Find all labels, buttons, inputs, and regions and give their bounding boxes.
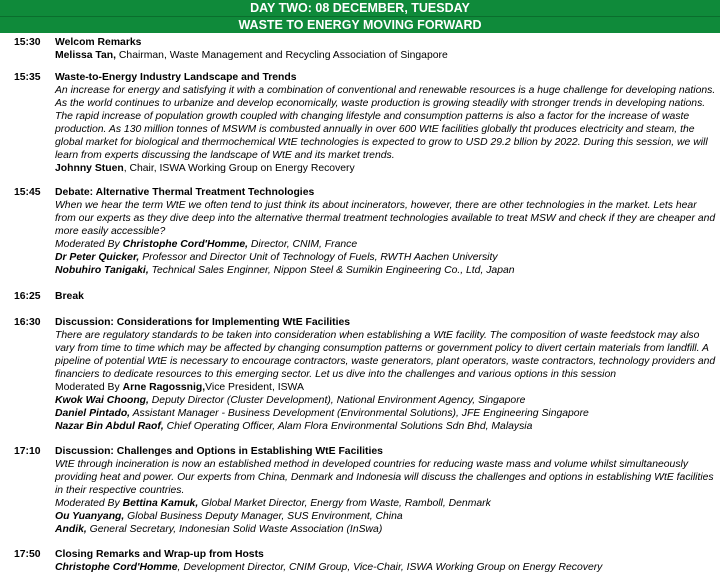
speaker-role: Professor and Director Unit of Technology of Fuels, RWTH Aachen University — [139, 252, 498, 263]
session-time: 15:30 — [14, 37, 41, 48]
speaker — [55, 420, 716, 433]
session-description: WtE through incineration is now an established method in developed countries for reducing waste mass and volume whilst simultaneously providing heat and power. Our experts from China, Denmark and Indonesia will discuss the challenges and options in establishing WtE facilities in their respective countries. — [55, 459, 714, 496]
speaker-name: Nobuhiro Tanigaki, — [55, 265, 149, 276]
session-time: 15:35 — [14, 72, 41, 83]
session-title: Waste-to-Energy Industry Landscape and Trends — [55, 72, 297, 83]
speaker-role: , Chair, ISWA Working Group on Energy Recovery — [123, 163, 355, 174]
session-time: 17:50 — [14, 549, 41, 560]
speaker-name: Christophe Cord'Homme — [55, 562, 178, 573]
speaker-role: Technical Sales Enginner, Nippon Steel & Sumikin Engineering Co., Ltd, Japan — [148, 265, 515, 276]
agenda-item — [14, 186, 716, 277]
speaker — [55, 162, 716, 175]
session-title: Discussion: Challenges and Options in Establishing WtE Facilities — [55, 446, 383, 457]
agenda-header — [0, 0, 720, 33]
speaker — [55, 49, 716, 62]
speaker-role: Global Market Director, Energy from Waste, Ramboll, Denmark — [198, 498, 491, 509]
session-description: There are regulatory standards to be taken into consideration when establishing a WtE facility. The composition of waste feedstock may also vary from time to time which may be affected by changing consumption patterns or government policy to divert certain materials from landfill. A pipeline of potential WtE is necessary to encourage contractors, waste generators, plant operators, waste contractors, technology providers and financiers to dedicate resources to this emerging sector. Let us dive into the challenges and various options in this session — [55, 330, 716, 380]
session-title: Welcom Remarks — [55, 37, 142, 48]
speaker — [55, 264, 716, 277]
session-content — [55, 290, 716, 303]
agenda-item — [14, 71, 716, 175]
moderator — [55, 238, 716, 251]
session-title: Debate: Alternative Thermal Treatment Technologies — [55, 187, 315, 198]
agenda-item — [14, 290, 716, 303]
session-description: When we hear the term WtE we often tend to just think its about incinerators, however, there are other technologies in the market. Lets hear from our experts as they dive deep into the alternative thermal treatment technologies available to treat MSW and check if they are cheaper and more easily accessible? — [55, 200, 716, 237]
speaker — [55, 407, 716, 420]
speaker-name: Arne Ragossnig, — [122, 382, 206, 393]
speaker-role: Director, CNIM, France — [248, 239, 358, 250]
speaker-role: Chief Operating Officer, Alam Flora Environmental Solutions Sdn Bhd, Malaysia — [163, 421, 533, 432]
session-content — [55, 548, 716, 574]
moderator-prefix: Moderated By — [55, 239, 123, 250]
session-title: Discussion: Considerations for Implementing WtE Facilities — [55, 317, 351, 328]
speaker — [55, 561, 716, 574]
session-content — [55, 316, 716, 433]
session-content — [55, 186, 716, 277]
speaker-role: Global Business Deputy Manager, SUS Environment, China — [124, 511, 403, 522]
speaker — [55, 251, 716, 264]
speaker-name: Melissa Tan, — [55, 50, 117, 61]
session-title: Closing Remarks and Wrap-up from Hosts — [55, 549, 264, 560]
moderator — [55, 497, 716, 510]
speaker-name: Johnny Stuen — [55, 163, 124, 174]
speaker — [55, 510, 716, 523]
speaker-role: Chairman, Waste Management and Recycling Association of Singapore — [116, 50, 448, 61]
session-time: 17:10 — [14, 446, 41, 457]
speaker-role: , Development Director, CNIM Group, Vice-Chair, ISWA Working Group on Energy Recovery — [177, 562, 603, 573]
day-title: DAY TWO: 08 DECEMBER, TUESDAY — [250, 1, 470, 15]
agenda-item — [14, 445, 716, 536]
session-content — [55, 71, 716, 175]
speaker-name: Daniel Pintado, — [55, 408, 131, 419]
speaker — [55, 523, 716, 536]
session-description: An increase for energy and satisfying it with a combination of conventional and renewable resources is a huge challenge for developing nations. As the world continues to urbanize and develop economically, waste production is growing steadily with stronger trends in developing nations. The rapid increase of population growth coupled with changing lifestyle and consumption patterns is also a factor for the increase of waste production. As 130 million tonnes of MSWM is combusted annually in over 600 WtE facilities globally tht produces electricity and steam, the global market for biological and thermochemical WtE technologies is expected to grow to USD 29.2 bllion by 2022. During this session, we will learn from experts discussing the landscape of WtE and its market trends. — [55, 85, 716, 161]
session-time: 15:45 — [14, 187, 41, 198]
agenda-item — [14, 316, 716, 433]
session-title: Break — [55, 291, 84, 302]
moderator-prefix: Moderated By — [55, 382, 123, 393]
speaker-name: Andik, — [55, 524, 87, 535]
speaker-name: Ou Yuanyang, — [55, 511, 125, 522]
speaker-name: Kwok Wai Choong, — [55, 395, 149, 406]
session-time: 16:25 — [14, 291, 41, 302]
speaker-role: Assistant Manager - Business Development (Environmental Solutions), JFE Engineering Singapore — [130, 408, 589, 419]
speaker-name: Christophe Cord'Homme, — [122, 239, 249, 250]
speaker — [55, 394, 716, 407]
moderator — [55, 381, 716, 394]
agenda-item — [14, 36, 716, 62]
speaker-name: Nazar Bin Abdul Raof, — [55, 421, 164, 432]
speaker-name: Dr Peter Quicker, — [55, 252, 140, 263]
agenda-item — [14, 548, 716, 574]
moderator-prefix: Moderated By — [55, 498, 123, 509]
session-time: 16:30 — [14, 317, 41, 328]
speaker-role: General Secretary, Indonesian Solid Waste Association (InSwa) — [86, 524, 383, 535]
session-content — [55, 445, 716, 536]
theme-title: WASTE TO ENERGY MOVING FORWARD — [0, 16, 720, 33]
speaker-role: Vice President, ISWA — [205, 382, 304, 393]
session-content — [55, 36, 716, 62]
speaker-role: Deputy Director (Cluster Development), National Environment Agency, Singapore — [148, 395, 526, 406]
speaker-name: Bettina Kamuk, — [122, 498, 199, 509]
